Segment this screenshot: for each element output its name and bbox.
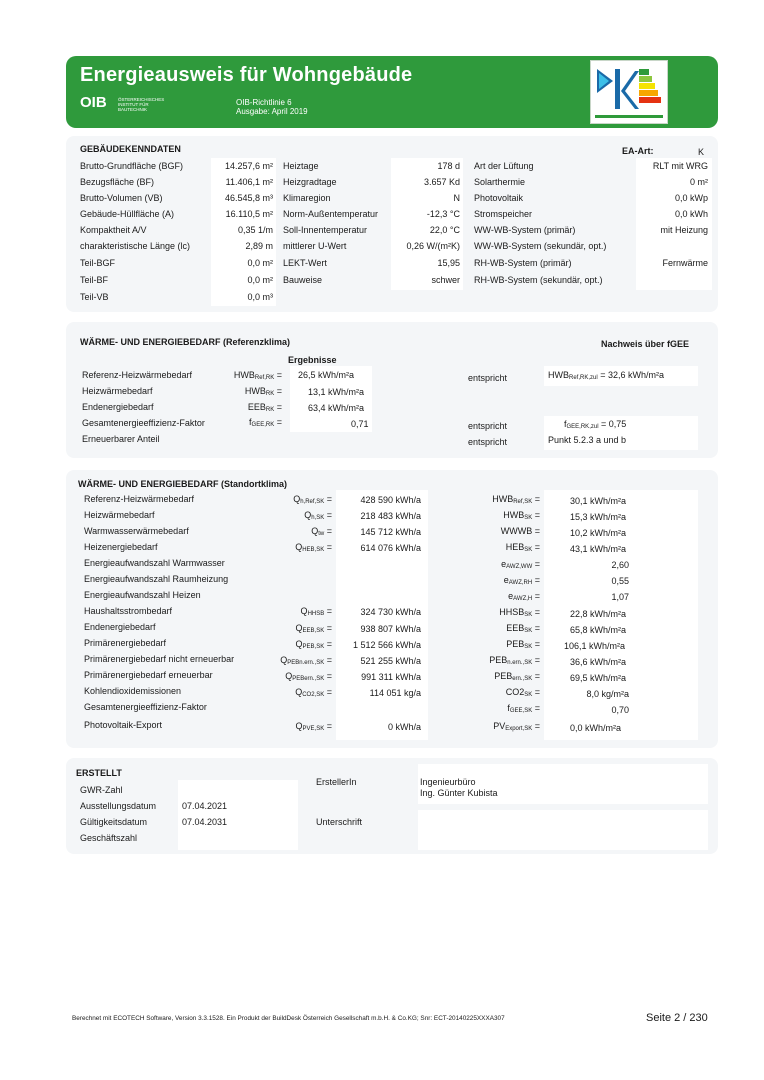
label: Soll-Innentemperatur [283,225,368,235]
symbol: HHSBSK = [499,607,540,618]
label: Stromspeicher [474,209,533,219]
symbol: HWBRef,SK = [492,494,540,505]
label: Warmwasserwärmebedarf [84,526,189,536]
value: 22,8 kWh/m²a [570,609,627,619]
value: 145 712 kWh/a [360,527,421,537]
ausstellungsdatum-label: Ausstellungsdatum [80,801,157,811]
section-heading: WÄRME- UND ENERGIEBEDARF (Standortklima) [78,479,288,489]
referenzklima-panel [66,322,718,458]
label: Primärenergiebedarf [84,638,167,648]
value: 14.257,6 m² [224,161,273,171]
value: 1 512 566 kWh/a [352,640,421,650]
entspricht-label: entspricht [468,421,508,431]
label: Solarthermie [474,177,526,187]
label: Klimaregion [283,193,331,203]
label: Heizenergiebedarf [84,542,158,552]
value: Fernwärme [662,258,708,268]
standortklima-panel [66,470,718,748]
label: Teil-BF [80,275,109,285]
section-heading: GEBÄUDEKENNDATEN [80,144,181,154]
symbol: HEBSK = [505,542,540,553]
energy-label-logo [590,60,668,124]
label: WW-WB-System (primär) [474,225,576,235]
symbol: Qh,SK = [304,510,332,521]
gwr-label: GWR-Zahl [80,785,123,795]
richtlinie-label: OIB-Richtlinie 6 [236,98,292,107]
label: LEKT-Wert [283,258,327,268]
value: RLT mit WRG [652,161,708,171]
label: Energieaufwandszahl Warmwasser [84,558,225,568]
value: -12,3 °C [426,209,460,219]
label: Heizwärmebedarf [82,386,153,396]
value: 0,0 kWh [674,209,708,219]
label: Heizwärmebedarf [84,510,155,520]
symbol: QHEB,SK = [295,542,332,553]
value: 43,1 kWh/m²a [570,544,627,554]
symbol: PEBern.,SK = [494,671,540,682]
label: Energieaufwandszahl Raumheizung [84,574,229,584]
value: N [453,193,460,203]
value: 218 483 kWh/a [360,511,421,521]
symbol: Qh,Ref,SK = [293,494,332,505]
value: 16.110,5 m² [225,209,273,219]
symbol: EEBSK = [506,623,540,634]
label: mittlerer U-Wert [283,241,347,251]
label: Kompaktheit A/V [80,225,147,235]
value: 11.406,1 m² [225,177,273,187]
symbol: WWWB = [500,526,540,536]
symbol: QCO2,SK = [295,687,332,698]
value: 0,35 1/m [237,225,273,235]
value: 1,07 [611,592,629,602]
document-title: Energieausweis für Wohngebäude [80,64,413,86]
value: 8,0 kg/m²a [586,689,629,699]
label: Bezugsfläche (BF) [80,177,155,187]
symbol: PVExport,SK = [493,721,540,732]
value: mit Heizung [660,225,708,235]
symbol: PEBn.ern.,SK = [489,655,540,666]
symbol: EEBRK = [247,402,282,413]
symbol: fGEE,SK = [507,703,540,714]
gueltigkeitsdatum-label: Gültigkeitsdatum [80,817,148,827]
label: Endenergiebedarf [84,622,156,632]
entspricht-label: entspricht [468,373,508,383]
entspricht-label: entspricht [468,437,508,447]
value: 15,3 kWh/m²a [570,512,627,522]
value-column-bg [178,780,298,850]
gebaeudekenndaten-panel [66,136,718,312]
gueltigkeitsdatum-value: 07.04.2031 [182,817,228,827]
label: Endenergiebedarf [82,402,154,412]
value: 521 255 kWh/a [360,656,421,666]
value: 0,26 W/(m²K) [406,241,460,251]
symbol: HWBRef,RK = [233,370,282,381]
oib-institute-name: ÖSTERREICHISCHES INSTITUT FÜR BAUTECHNIK [118,97,165,112]
label: Erneuerbarer Anteil [82,434,160,444]
ea-art-label: EA-Art: [622,146,654,156]
ausgabe-label: Ausgabe: April 2019 [236,107,308,116]
label: RH-WB-System (primär) [474,258,572,268]
symbol: QHHSB = [300,606,332,617]
symbol: eAWZ,WW = [501,559,540,570]
symbol: QPEBn.ern.,SK = [280,655,332,666]
symbol: fGEE,RK = [249,417,282,428]
value: 13,1 kWh/m²a [308,387,365,397]
value: 0,55 [611,576,629,586]
label: Brutto-Volumen (VB) [80,193,163,203]
label: Gesamtenergieeffizienz-Faktor [84,702,207,712]
value: 0,0 kWp [674,193,708,203]
ea-art-value: K [698,147,705,157]
label: Heiztage [283,161,319,171]
label: Haushaltsstrombedarf [84,606,173,616]
label: Kohlendioxidemissionen [84,686,182,696]
label: Gebäude-Hüllfläche (A) [80,209,175,219]
value: 991 311 kWh/a [361,672,421,682]
label: Energieaufwandszahl Heizen [84,590,201,600]
value: 3.657 Kd [423,177,460,187]
value: 26,5 kWh/m²a [298,370,355,380]
value: 36,6 kWh/m²a [570,657,627,667]
section-heading: WÄRME- UND ENERGIEBEDARF (Referenzklima) [80,337,291,347]
value: 114 051 kg/a [369,688,421,698]
symbol: Qtw = [311,526,332,537]
symbol: QPVE,SK = [295,721,332,732]
value: 324 730 kWh/a [360,607,421,617]
label: Art der Lüftung [474,161,534,171]
symbol: QPEB,SK = [295,639,332,650]
ersteller-label: ErstellerIn [316,777,357,787]
label: Primärenergiebedarf erneuerbar [84,670,213,680]
value: 0 kWh/a [387,722,421,732]
value: 15,95 [437,258,460,268]
value: 0,70 [611,705,629,715]
requirement: Punkt 5.2.3 a und b [548,435,627,445]
label: charakteristische Länge (lc) [80,241,191,251]
value: 46.545,8 m³ [224,193,273,203]
value: schwer [431,275,460,285]
value: 0,0 m³ [247,292,273,302]
label: Teil-BGF [80,258,116,268]
value: 2,89 m [245,241,273,251]
label: Heizgradtage [283,177,337,187]
nachweis-label: Nachweis über fGEE [601,339,690,349]
value: 65,8 kWh/m²a [570,625,627,635]
requirement: fGEE,RK,zul = 0,75 [564,419,627,430]
label: Brutto-Grundfläche (BGF) [80,161,184,171]
ersteller-line2: Ing. Günter Kubista [420,788,498,798]
symbol: HWBRK = [244,386,282,397]
value: 0,0 m² [247,258,273,268]
label: Primärenergiebedarf nicht erneuerbar [84,654,235,664]
section-heading: ERSTELLT [76,768,122,778]
label: Photovoltaik [474,193,524,203]
symbol: CO2SK = [505,687,540,698]
label: Bauweise [283,275,323,285]
label: Teil-VB [80,292,109,302]
symbol: PEBSK = [506,639,540,650]
page-number: Seite 2 / 230 [646,1012,708,1024]
symbol: QEEB,SK = [295,623,332,634]
unterschrift-label: Unterschrift [316,817,363,827]
symbol: eAWZ,H = [508,591,540,602]
label: Referenz-Heizwärmebedarf [82,370,193,380]
value: 178 d [437,161,460,171]
value: 30,1 kWh/m²a [570,496,627,506]
label: WW-WB-System (sekundär, opt.) [474,241,607,251]
value: 106,1 kWh/m²a [564,641,626,651]
requirement: HWBRef,RK,zul = 32,6 kWh/m²a [548,370,664,381]
value: 428 590 kWh/a [360,495,421,505]
label: Photovoltaik-Export [84,720,163,730]
oib-logo-text: OIB [80,94,107,111]
symbol: eAWZ,RH = [503,575,540,586]
symbol: HWBSK = [503,510,540,521]
value: 69,5 kWh/m²a [570,673,627,683]
ausstellungsdatum-value: 07.04.2021 [182,801,228,811]
geschaeftszahl-label: Geschäftszahl [80,833,138,843]
label: Norm-Außentemperatur [283,209,379,219]
label: RH-WB-System (sekundär, opt.) [474,275,603,285]
value: 2,60 [611,560,629,570]
value: 614 076 kWh/a [360,543,421,553]
value: 0,71 [351,419,369,429]
ersteller-line1: Ingenieurbüro [420,777,476,787]
erstellt-panel [66,758,718,854]
symbol: QPEBern.,SK = [285,671,332,682]
value: 0 m² [690,177,708,187]
value: 0,0 kWh/m²a [570,723,622,733]
value: 0,0 m² [247,275,273,285]
label: Gesamtenergieeffizienz-Faktor [82,418,205,428]
label: Referenz-Heizwärmebedarf [84,494,195,504]
value: 22,0 °C [429,225,460,235]
value: 10,2 kWh/m²a [570,528,627,538]
signature-box [418,810,708,850]
footer-software-note: Berechnet mit ECOTECH Software, Version 3.3.1528. Ein Produkt der BuildDesk Österreich Gesellschaft m.b.H. & Co.KG; Snr: ECT-20140225XXXA307 [72,1015,505,1022]
value: 938 807 kWh/a [360,624,421,634]
value: 63,4 kWh/m²a [308,403,365,413]
ergebnisse-heading: Ergebnisse [288,355,337,365]
